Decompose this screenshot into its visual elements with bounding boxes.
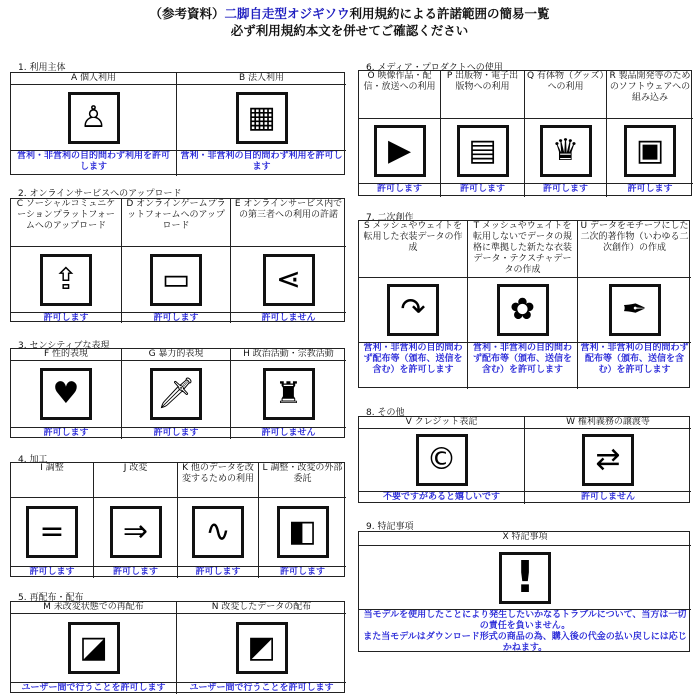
permission-result: 営利・非営利の目的問わず利用を許可します xyxy=(180,151,343,172)
permission-result: 営利・非営利の目的問わず利用を許可します xyxy=(11,151,177,176)
icon-cell xyxy=(578,278,691,343)
icon-cell xyxy=(607,119,693,184)
icon-cell xyxy=(525,429,691,492)
icon-cell xyxy=(231,247,346,313)
clothing-transfer-icon: ↷ xyxy=(387,284,439,336)
permission-table xyxy=(358,220,690,388)
software-window-icon: ▣ xyxy=(624,125,676,177)
permission-result: 許可します xyxy=(94,567,178,578)
permission-result: 許可します xyxy=(11,567,94,578)
section-title: 1. 利用主体 xyxy=(18,63,66,73)
hearts-icon: ♥ xyxy=(40,368,92,420)
permission-table xyxy=(10,72,345,175)
permission-table xyxy=(10,198,345,322)
icon-cell xyxy=(468,278,578,343)
share-users-icon: ⋖ xyxy=(263,254,315,306)
icon-cell xyxy=(122,247,231,313)
page-subtitle: 必ず利用規約本文を併せてご確認ください xyxy=(230,23,469,38)
section-title: 5. 再配布・配布 xyxy=(18,593,84,603)
document-icon: ▤ xyxy=(457,125,509,177)
item-header: R 製品開発等のためのソフトウェアへの組み込み xyxy=(607,71,693,119)
item-header: K 他のデータを改変するための利用 xyxy=(178,463,259,498)
icon-cell xyxy=(11,614,177,683)
share-folder-icon: ◪ xyxy=(68,622,120,674)
permission-result: 許可します xyxy=(279,567,325,577)
item-header: O 映像作品・配信・放送への利用 xyxy=(359,71,441,119)
section-title: 9. 特記事項 xyxy=(366,522,414,532)
section-title: 4. 加工 xyxy=(18,455,48,465)
section-title: 2. オンラインサービスへのアップロード xyxy=(18,189,182,199)
icon-cell xyxy=(359,429,525,492)
icon-cell xyxy=(11,85,177,151)
permission-result: 許可します xyxy=(359,184,441,197)
page-title: （参考資料）二脚自走型オジギソウ利用規約による許諾範囲の簡易一覧 xyxy=(149,6,550,21)
person-icon: ♙ xyxy=(68,92,120,144)
section-title: 3. センシティブな表現 xyxy=(18,341,110,351)
upload-monitor-icon: ▭ xyxy=(150,254,202,306)
section-title: 6. メディア・プロダクトへの使用 xyxy=(366,63,503,73)
icon-cell xyxy=(11,498,94,567)
icon-cell xyxy=(231,361,346,428)
modify-icon: ⇒ xyxy=(110,506,162,558)
building-icon: ▦ xyxy=(236,92,288,144)
permission-result: 許可します xyxy=(627,184,673,194)
permission-result: 当モデルを使用したことにより発生したいかなるトラブルについて、当方は一切の責任を負いません。 また当モデルはダウンロード形式の商品の為、購入後の代金の払い戻しには応じかねます。 xyxy=(363,610,687,653)
upload-avatar-icon: ⇪ xyxy=(40,254,92,306)
icon-cell xyxy=(94,498,178,567)
item-header: P 出版物・電子出版物への利用 xyxy=(441,71,525,119)
permission-result: 許可します xyxy=(525,184,607,197)
item-header: M 未改変状態での再配布 xyxy=(11,602,177,614)
item-header: V クレジット表記 xyxy=(359,417,525,429)
permission-table xyxy=(10,462,345,577)
permission-result: 許可します xyxy=(178,567,259,578)
icon-cell xyxy=(359,119,441,184)
permission-result: 許可します xyxy=(441,184,525,197)
model-name: 二脚自走型オジギソウ xyxy=(224,6,350,21)
item-header: C ソーシャルコミュニケーションプラットフォームへのアップロード xyxy=(11,199,122,247)
item-header: A 個人利用 xyxy=(11,73,177,85)
icon-cell xyxy=(259,498,346,567)
permission-result: 許可します xyxy=(122,428,231,439)
copyright-icon: © xyxy=(416,434,468,486)
item-header: E オンラインサービス内での第三者への利用の許諾 xyxy=(231,199,346,247)
icon-cell xyxy=(11,247,122,313)
icon-cell xyxy=(177,614,346,683)
item-header: W 権利義務の譲渡等 xyxy=(525,417,691,429)
item-header: H 政治活動・宗教活動 xyxy=(231,349,346,361)
transfer-rights-icon: ⇄ xyxy=(582,434,634,486)
permission-result: 許可します xyxy=(122,313,231,323)
icon-cell xyxy=(11,361,122,428)
permission-result: ユーザー間で行うことを許可します xyxy=(189,683,334,693)
item-header: U データをモチーフにした二次的著作物（いわゆる二次創作）の作成 xyxy=(578,221,691,278)
item-header: L 調整・改変の外部委託 xyxy=(259,463,346,498)
item-header: J 改変 xyxy=(94,463,178,498)
parts-icon: ∿ xyxy=(192,506,244,558)
icon-cell xyxy=(122,361,231,428)
exclamation-icon: ! xyxy=(499,552,551,604)
item-header: B 法人利用 xyxy=(177,73,346,85)
knife-icon: 🗡 xyxy=(150,368,202,420)
permission-result: 許可します xyxy=(11,313,122,323)
item-header: D オンラインゲームプラットフォームへのアップロード xyxy=(122,199,231,247)
icon-cell xyxy=(359,278,468,343)
section-title: 8. その他 xyxy=(366,408,405,418)
pen-nib-icon: ✒ xyxy=(609,284,661,336)
item-header: G 暴力的表現 xyxy=(122,349,231,361)
permission-result: 営利・非営利の目的問わず配布等（頒布、送信を含む）を許可します xyxy=(468,343,578,389)
icon-cell xyxy=(441,119,525,184)
icon-cell xyxy=(178,498,259,567)
permission-result: 許可します xyxy=(11,428,122,439)
figure-goods-icon: ♛ xyxy=(540,125,592,177)
icon-cell xyxy=(177,85,346,151)
permission-result: 営利・非営利の目的問わず配布等（頒布、送信を含む）を許可します xyxy=(359,343,468,389)
permission-result: 許可しません xyxy=(580,492,635,502)
permission-table xyxy=(358,416,690,503)
permission-result: 不要ですがあると嬉しいです xyxy=(359,492,525,504)
permission-result: 許可しません xyxy=(261,313,316,323)
permission-table xyxy=(358,531,690,652)
item-header: T メッシュやウェイトを転用しないでデータの規格に準拠した新たな衣装データ・テクスチャデータの作成 xyxy=(468,221,578,278)
icon-cell xyxy=(359,546,691,610)
item-header: Q 有体物（グッズ）への利用 xyxy=(525,71,607,119)
section-title: 7. 二次創作 xyxy=(366,213,414,223)
item-header: N 改変したデータの配布 xyxy=(177,602,346,614)
clothing-icon: ✿ xyxy=(497,284,549,336)
item-header: X 特記事項 xyxy=(359,532,691,546)
item-header: S メッシュやウェイトを転用した衣装データの作成 xyxy=(359,221,468,278)
adjust-equal-icon: = xyxy=(26,506,78,558)
permission-result: ユーザー間で行うことを許可します xyxy=(11,683,177,694)
item-header: F 性的表現 xyxy=(11,349,122,361)
podium-speaker-icon: ♜ xyxy=(263,368,315,420)
permission-table xyxy=(10,601,345,693)
video-play-icon: ▶ xyxy=(374,125,426,177)
share-modified-folder-icon: ◩ xyxy=(236,622,288,674)
outsource-icon: ◧ xyxy=(277,506,329,558)
permission-result: 営利・非営利の目的問わず配布等（頒布、送信を含む）を許可します xyxy=(580,343,689,375)
icon-cell xyxy=(525,119,607,184)
permission-table xyxy=(358,70,692,196)
permission-table xyxy=(10,348,345,438)
permission-result: 許可しません xyxy=(261,428,316,438)
item-header: I 調整 xyxy=(11,463,94,498)
